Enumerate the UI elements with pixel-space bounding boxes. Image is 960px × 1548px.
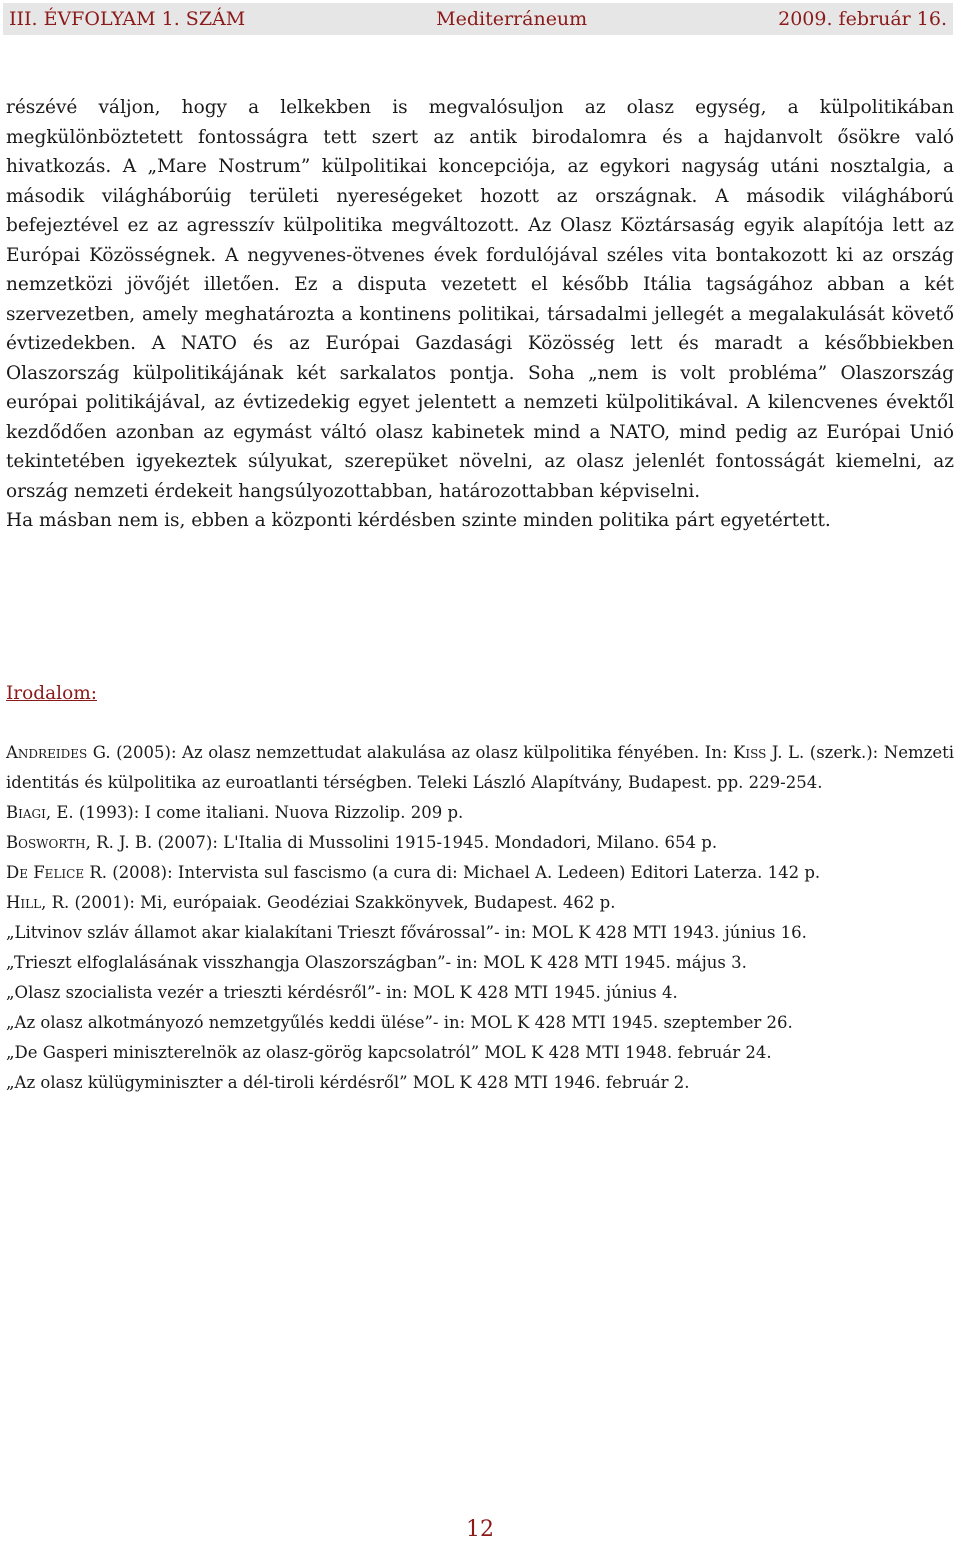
body-paragraph: Ha másban nem is, ebben a központi kérdésben szinte minden politika párt egyetértett. [6,510,831,531]
reference-item [6,828,954,858]
source-item: „Az olasz alkotmányozó nemzetgyűlés keddi ülése”- in: MOL K 428 MTI 1945. szeptember 26. [6,1013,793,1032]
reference-author: De Felice [6,863,85,882]
reference-text: G. (2005): Az olasz nemzettudat alakulása az olasz külpolitika fényében. In: [87,743,734,762]
source-item: „Trieszt elfoglalásának visszhangja Olaszországban”- in: MOL K 428 MTI 1945. május 3. [6,953,747,972]
source-item: „Az olasz külügyminiszter a dél-tiroli kérdésről” MOL K 428 MTI 1946. február 2. [6,1073,690,1092]
reference-text: R. (2008): Intervista sul fascismo (a cura di: Michael A. Ledeen) Editori Laterza. 142 p. [84,863,821,882]
reference-item [6,798,954,828]
source-item: „De Gasperi miniszterelnök az olasz-görög kapcsolatról” MOL K 428 MTI 1948. február 24. [6,1043,772,1062]
reference-author: Biagi [6,803,46,822]
article-body [6,93,954,536]
page-number: 12 [466,1517,494,1542]
body-paragraph: részévé váljon, hogy a lelkekben is megvalósuljon az olasz egység, a külpolitikában megkülönböztetett fontosságra tett szert az antik birodalomra és a hajdanvolt ősökre való hivatkozás. A „Mare Nostrum” külpolitikai koncepciója, az egykori nagyság utáni nosztalgia, a második világháborúig területi nyereségeket hozott az országnak. A második világháború befejeztével ez az agresszív külpolitika megváltozott. Az Olasz Köztársaság egyik alapítója lett az Európai Közösségnek. A negyvenes-ötvenes évek fordulójával széles vita bontakozott ki az ország nemzetközi jövőjét illetően. Ez a disputa vezetett el később Itália tagságához abban a két szervezetben, amely meghatározta a kontinens politikai, társadalmi jellegét a megalakulását követő évtizedekben. A NATO és az Európai Gazdasági Közösség lett és maradt a későbbiekben Olaszország külpolitikájának két sarkalatos pontja. Soha „nem is volt probléma” Olaszország európai politikájával, az évtizedekig egyet jelentett a nemzeti külpolitikával. A kilencvenes évektől kezdődően azonban az egymást váltó olasz kabinetek mind a NATO, mind pedig az Európai Unió tekintetében igyekeztek súlyukat, szerepüket növelni, az olasz jelenlét fontosságát kiemelni, az ország nemzeti érdekeit hangsúlyozottabban, határozottabban képviselni. [6,97,954,502]
references-heading: Irodalom: [6,683,97,704]
reference-editor: Kiss [733,743,767,762]
references-list [6,738,954,1098]
reference-text: , E. (1993): I come italiani. Nuova Rizzolip. 209 p. [45,803,464,822]
source-item: „Olasz szocialista vezér a trieszti kérdésről”- in: MOL K 428 MTI 1945. június 4. [6,983,678,1002]
reference-author: Bosworth [6,833,86,852]
reference-text: J. L. (szerk.): Nemzeti identitás és külpolitika az euroatlanti térségben. Teleki László Alapítvány, Budapest. pp. 229-254. [6,743,954,792]
reference-author: Andreides [6,743,88,762]
reference-item [6,858,954,888]
running-header [3,3,953,35]
source-item: „Litvinov szláv államot akar kialakítani Trieszt fővárossal”- in: MOL K 428 MTI 1943. június 16. [6,923,807,942]
reference-author: Hill [6,893,42,912]
issue-date: 2009. február 16. [778,8,947,30]
issue-label: III. ÉVFOLYAM 1. SZÁM [9,8,246,30]
reference-text: , R. (2001): Mi, európaiak. Geodéziai Szakkönyvek, Budapest. 462 p. [41,893,616,912]
reference-item [6,888,954,918]
reference-text: , R. J. B. (2007): L'Italia di Mussolini 1915-1945. Mondadori, Milano. 654 p. [85,833,718,852]
journal-title: Mediterráneum [436,8,588,30]
reference-item [6,738,954,798]
